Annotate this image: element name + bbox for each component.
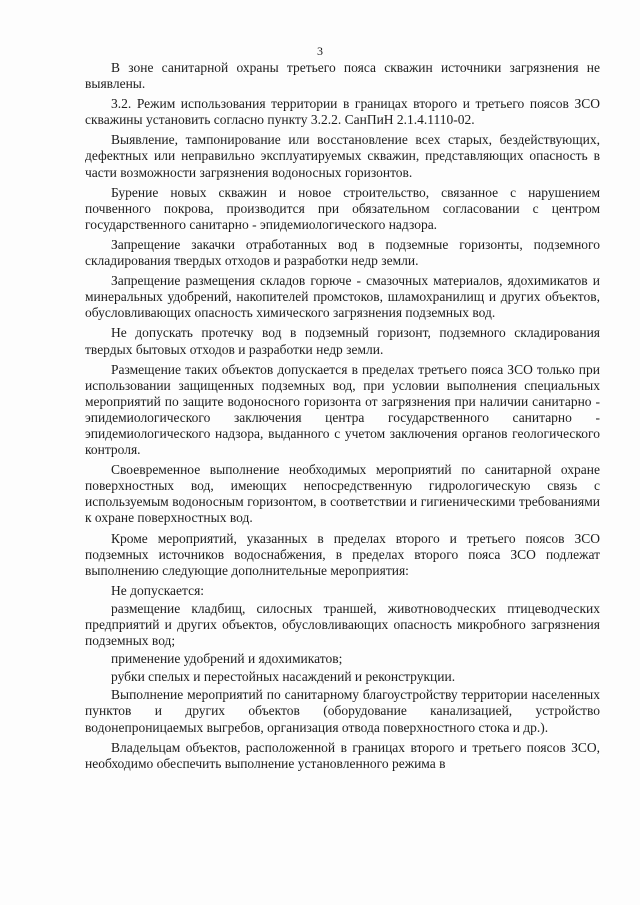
document-body (85, 60, 600, 772)
paragraph: В зоне санитарной охраны третьего пояса скважин источники загрязнения не выявлены. (85, 60, 600, 92)
paragraph: Выполнение мероприятий по санитарному благоустройству территории населенных пунктов и других объектов (оборудование канализацией, устройство водонепроницаемых выгребов, организация отвода поверхностного стока и др.). (85, 687, 600, 735)
paragraph: Бурение новых скважин и новое строительство, связанное с нарушением почвенного покрова, производится при обязательном согласовании с центром государственного санитарно - эпидемиологического надзора. (85, 184, 600, 232)
list-item: применение удобрений и ядохимикатов; (111, 651, 343, 667)
paragraph: Не допускать протечку вод в подземный горизонт, подземного складирования твердых бытовых отходов и разработки недр земли. (85, 325, 600, 357)
paragraph: Своевременное выполнение необходимых мероприятий по санитарной охране поверхностных вод, имеющих непосредственную гидрологическую связь с используемым водоносным горизонтом, в соответствии и гигиеническими требованиями к охране поверхностных вод. (85, 462, 600, 526)
paragraph: Запрещение закачки отработанных вод в подземные горизонты, подземного складирования твердых отходов и разработки недр земли. (85, 236, 600, 269)
paragraph: Выявление, тампонирование или восстановление всех старых, бездействующих, дефектных или неправильно эксплуатируемых скважин, представляющих опасность в части возможности загрязнения водоносных горизонтов. (85, 132, 600, 180)
paragraph: Размещение таких объектов допускается в пределах третьего пояса ЗСО только при использовании защищенных подземных вод, при условии выполнения специальных мероприятий по защите водоносного горизонта от загрязнения при наличии санитарно - эпидемиологического заключения центра государственного санитарно - эпидемиологического надзора, выданного с учетом заключения органов геологического контроля. (85, 361, 600, 458)
paragraph: Владельцам объектов, расположенной в границах второго и третьего поясов ЗСО, необходимо обеспечить выполнение установленного режима в (85, 739, 600, 771)
page-number: 3 (317, 44, 323, 58)
list-item: рубки спелых и перестойных насаждений и реконструкции. (111, 669, 456, 685)
list-item: размещение кладбищ, силосных траншей, животноводческих птицеводческих предприятий и других объектов, обусловливающих опасность микробного загрязнения подземных вод; (85, 600, 600, 649)
paragraph: Кроме мероприятий, указанных в пределах второго и третьего поясов ЗСО подземных источников водоснабжения, в пределах второго пояса ЗСО подлежат выполнению следующие дополнительные мероприятия: (85, 530, 600, 578)
paragraph: Не допускается: (111, 582, 205, 598)
paragraph: 3.2. Режим использования территории в границах второго и третьего поясов ЗСО скважины установить согласно пункту 3.2.2. СанПиН 2.1.4.1110-02. (85, 96, 600, 128)
paragraph: Запрещение размещения складов горюче - смазочных материалов, ядохимикатов и минеральных удобрений, накопителей промстоков, шламохранилищ и других объектов, обусловливающих опасность химического загрязнения подземных вод. (85, 273, 600, 321)
